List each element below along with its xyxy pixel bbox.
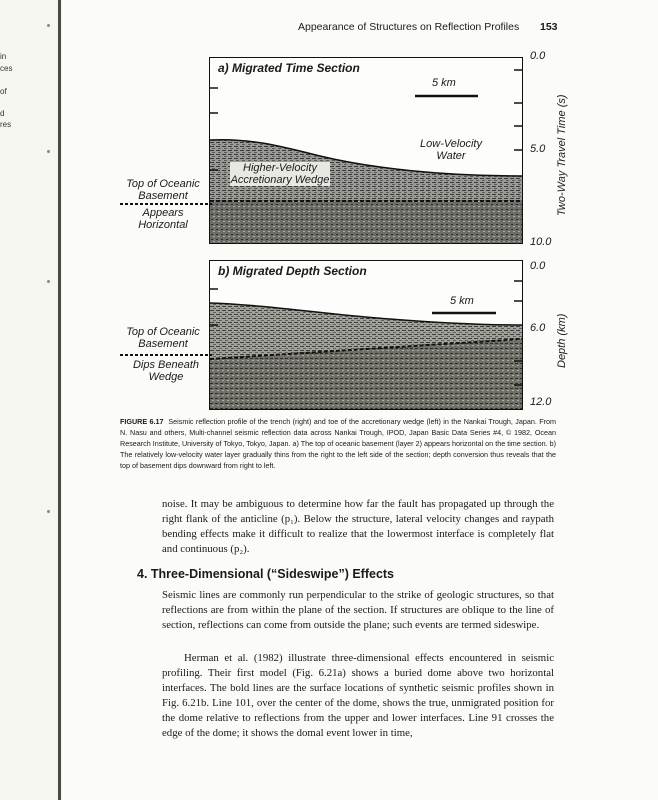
figure-panel-a <box>209 57 523 244</box>
scan-speck <box>47 280 50 283</box>
scan-speck <box>47 24 50 27</box>
basement-label-b: Top of Oceanic Basement <box>126 326 200 350</box>
depth-tick-12: 12.0 <box>530 396 552 408</box>
depth-section-seismic <box>210 261 522 409</box>
body-paragraph-3: Herman et al. (1982) illustrate three-dimensional effects encountered in seismic profiling. Their first model (Fig. 6.21a) shows a buried dome above two horizontal interfaces. The bold lines are the surface locations of synthetic seismic profiles shown in Fig. 6.21b. Line 101, over the center of the dome, shows the true, unmigrated position for the dome relative to reflections from the upper and lower interfaces. Line 91 crosses the edge of the dome; it shows the domal event lower in time, <box>162 652 554 739</box>
caption-text: Seismic reflection profile of the trench (right) and toe of the accretionary wedge (left) in the Nankai Trough, Japan. From N. Nasu and others, Multi-channel seismic reflection data across Nankai Trough, IPOD, Japan Basic Data Series #4, © 1982, Ocean Research Institute, University of Tokyo, Tokyo, Japan. a) The top of oceanic basement (layer 2) appears horizontal on the time section. b) The relatively low-velocity water layer gradually thins from the right to the left side of the section; depth conversion thus reveals that the top of basement dips downward from right to left. <box>120 417 556 470</box>
edge-fragment: res <box>0 120 12 129</box>
panel-b-scale-label: 5 km <box>450 295 474 307</box>
depth-axis-title: Depth (km) <box>556 313 568 368</box>
basement-label-a: Top of Oceanic Basement <box>126 178 200 202</box>
scan-speck <box>47 150 50 153</box>
page-number: 153 <box>540 21 558 33</box>
figure-caption <box>120 416 556 471</box>
edge-fragment: of <box>0 87 7 96</box>
depth-tick-6: 6.0 <box>530 322 546 334</box>
running-head: Appearance of Structures on Reflection Profiles <box>298 21 520 33</box>
edge-fragment: ces <box>0 64 13 73</box>
basement-leader-b <box>120 353 212 357</box>
wedge-label: Higher-Velocity Accretionary Wedge <box>230 162 330 186</box>
caption-label: FIGURE 6.17 <box>120 417 164 426</box>
water-label: Low-Velocity Water <box>420 138 482 162</box>
basement-leader-a <box>120 202 212 206</box>
time-tick-10: 10.0 <box>530 236 552 248</box>
depth-tick-0: 0.0 <box>530 260 546 272</box>
appears-horizontal-label: Appears Horizontal <box>138 207 188 231</box>
edge-fragment: in <box>0 52 7 61</box>
figure-panel-b <box>209 260 523 410</box>
scan-speck <box>47 510 50 513</box>
body-paragraph-2: Seismic lines are commonly run perpendicular to the strike of geologic structures, so that reflections are from within the plane of the section. If structures are oblique to the line of section, reflections can come from outside the plane; such events are termed sideswipe. <box>162 589 554 631</box>
time-tick-5: 5.0 <box>530 143 546 155</box>
dips-beneath-wedge-label: Dips Beneath Wedge <box>132 359 200 383</box>
panel-b-title: b) Migrated Depth Section <box>218 264 367 278</box>
panel-a-scale-label: 5 km <box>432 77 456 89</box>
edge-fragment: d <box>0 109 5 118</box>
time-axis-title: Two-Way Travel Time (s) <box>556 94 568 216</box>
page-binding-shadow <box>58 0 61 800</box>
time-tick-0: 0.0 <box>530 50 546 62</box>
section-heading: 4. Three-Dimensional (“Sideswipe”) Effects <box>137 567 395 581</box>
panel-a-title: a) Migrated Time Section <box>218 61 360 75</box>
body-paragraph-1: noise. It may be ambiguous to determine how far the fault has propagated up through the right flank of the anticline (p₁). Below the structure, lateral velocity changes and raypath bending effects make it difficult to realize that the lowermost interface is completely flat and continuous (p₂). <box>162 498 554 555</box>
